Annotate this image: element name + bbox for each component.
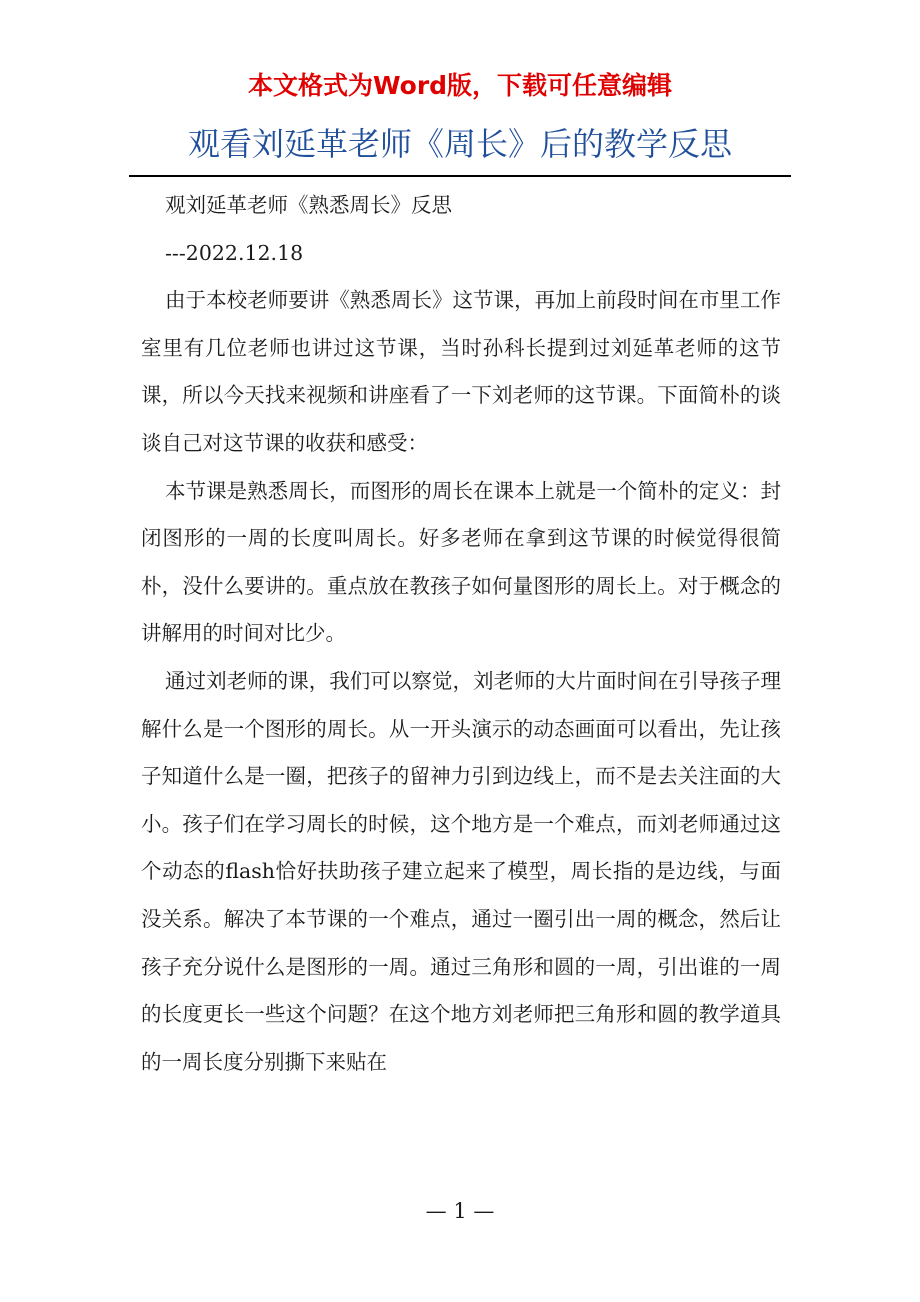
- article-body: [141, 182, 781, 1086]
- paragraph: 通过刘老师的课，我们可以察觉，刘老师的大片面时间在引导孩子理解什么是一个图形的周长。从一开头演示的动态画面可以看出，先让孩子知道什么是一圈，把孩子的留神力引到边线上，而不是去关注面的大小。孩子们在学习周长的时候，这个地方是一个难点，而刘老师通过这个动态的flash恰好扶助孩子建立起来了模型，周长指的是边线，与面没关系。解决了本节课的一个难点，通过一圈引出一周的概念，然后让孩子充分说什么是图形的一周。通过三角形和圆的一周，引出谁的一周的长度更长一些这个问题？在这个地方刘老师把三角形和圆的教学道具的一周长度分别撕下来贴在: [141, 668, 781, 1074]
- title-divider: [129, 175, 791, 177]
- article-date: ---2022.12.18: [165, 240, 304, 265]
- paragraph: 由于本校老师要讲《熟悉周长》这节课，再加上前段时间在市里工作室里有几位老师也讲过这节课，当时孙科长提到过刘延革老师的这节课，所以今天找来视频和讲座看了一下刘老师的这节课。下面简朴的谈谈自己对这节课的收获和感受：: [141, 288, 781, 455]
- download-notice: 本文格式为Word版，下载可任意编辑: [247, 71, 673, 100]
- paragraph: 本节课是熟悉周长，而图形的周长在课本上就是一个简朴的定义：封闭图形的一周的长度叫周长。好多老师在拿到这节课的时候觉得很简朴，没什么要讲的。重点放在教孩子如何量图形的周长上。对于概念的讲解用的时间对比少。: [141, 478, 781, 646]
- page-number: — 1 —: [425, 1199, 495, 1223]
- article-subtitle: 观刘延革老师《熟悉周长》反思: [165, 193, 452, 217]
- page-title: 观看刘延革老师《周长》后的教学反思: [187, 125, 732, 163]
